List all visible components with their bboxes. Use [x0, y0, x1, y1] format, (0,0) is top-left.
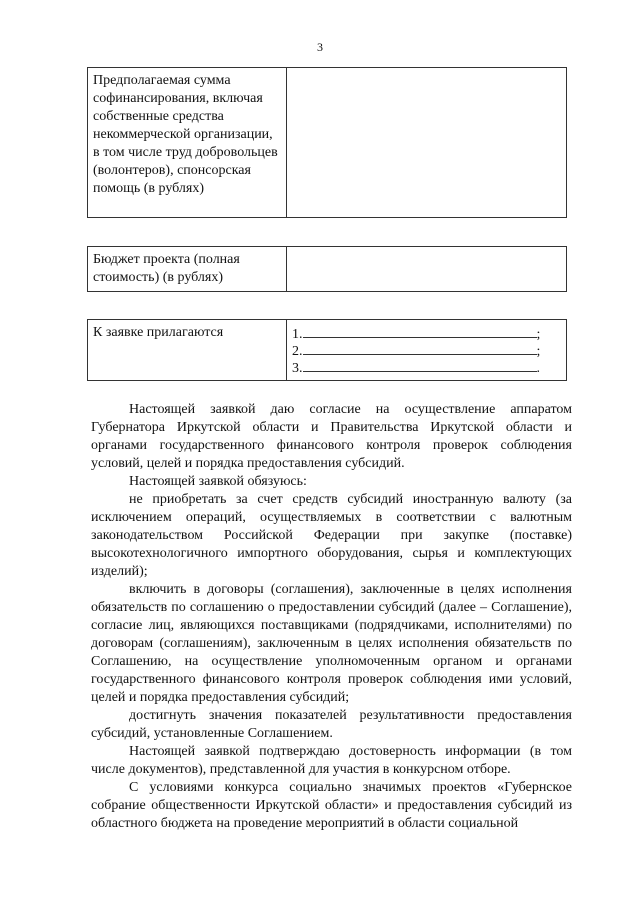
blank-line [303, 358, 537, 372]
page-number: 3 [317, 40, 323, 54]
attachments-table [87, 319, 567, 381]
attachment-number: 1. [292, 327, 303, 342]
cofinancing-label: Предполагаемая сумма софинансирования, включая собственные средства некоммерческой организации, в том числе труд добровольцев (волонтеров), спонсорская помощь (в рублях) [88, 68, 287, 218]
blank-line [303, 341, 537, 355]
paragraph: достигнуть значения показателей результативности предоставления субсидий, установленные Соглашением. [91, 708, 572, 741]
line-end: ; [536, 344, 541, 359]
document-body [91, 401, 572, 833]
attachment-line[interactable] [292, 324, 561, 341]
attachment-number: 3. [292, 361, 303, 376]
attachment-number: 2. [292, 344, 303, 359]
paragraph: не приобретать за счет средств субсидий иностранную валюту (за исключением операций, осуществляемых в соответствии с валютным законодательством Российской Федерации при закупке (поставке) высокотехнологичного импортного оборудования, сырья и комплектующих изделий); [91, 492, 572, 579]
attachments-label: К заявке прилагаются [88, 320, 287, 381]
budget-label: Бюджет проекта (полная стоимость) (в рублях) [88, 247, 287, 292]
line-end: ; [536, 327, 541, 342]
paragraph: Настоящей заявкой обязуюсь: [129, 474, 307, 489]
cofinancing-value-cell[interactable] [287, 68, 567, 218]
blank-line [303, 324, 537, 338]
paragraph: Настоящей заявкой даю согласие на осуществление аппаратом Губернатора Иркутской области и Правительства Иркутской области и органами государственного финансового контроля проверок соблюдения условий, целей и порядка предоставления субсидий. [91, 402, 572, 471]
paragraph: Настоящей заявкой подтверждаю достоверность информации (в том числе документов), представленной для участия в конкурсном отборе. [91, 744, 572, 777]
paragraph: включить в договоры (соглашения), заключенные в целях исполнения обязательств по соглашению о предоставлении субсидий (далее – Соглашение), согласие лиц, являющихся поставщиками (подрядчиками, исполнителями) по договорам (соглашениям), заключенным в целях исполнения обязательств по Соглашению, на осуществление уполномоченным органом и органами государственного финансового контроля проверок соблюдения ими условий, целей и порядка предоставления субсидий; [91, 582, 572, 705]
attachments-list [287, 320, 567, 381]
attachment-line[interactable] [292, 358, 561, 375]
budget-table [87, 246, 567, 292]
cofinancing-table [87, 67, 567, 218]
line-end: . [536, 361, 540, 376]
attachment-line[interactable] [292, 341, 561, 358]
paragraph: С условиями конкурса социально значимых проектов «Губернское собрание общественности Иркутской области» и предоставления субсидий из областного бюджета на проведение мероприятий в области социальной [91, 780, 572, 831]
budget-value-cell[interactable] [287, 247, 567, 292]
